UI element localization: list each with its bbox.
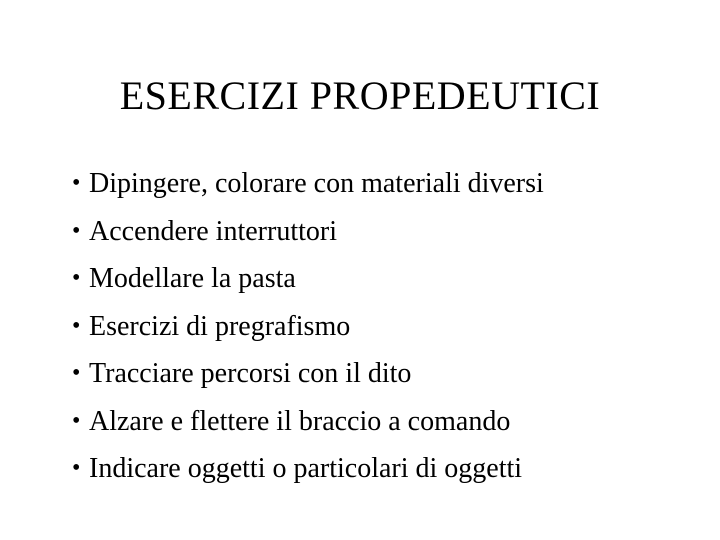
list-item: [72, 208, 544, 256]
list-item-text: Indicare oggetti o particolari di oggetti: [89, 453, 523, 484]
list-item-text: Alzare e flettere il braccio a comando: [89, 405, 511, 437]
list-item: [72, 255, 544, 303]
list-item: [72, 445, 544, 493]
list-item-text: Dipingere, colorare con materiali diversi: [89, 168, 544, 199]
list-item-text: Modellare la pasta: [89, 263, 296, 294]
bullet-icon: •: [72, 407, 81, 434]
bullet-icon: •: [72, 217, 81, 244]
bullet-icon: •: [72, 455, 81, 481]
list-item: [72, 160, 544, 208]
bullet-list: [72, 160, 544, 493]
list-item: [72, 398, 544, 446]
bullet-icon: •: [72, 265, 81, 291]
list-item: [72, 350, 544, 398]
bullet-icon: •: [72, 312, 81, 339]
list-item-text: Tracciare percorsi con il dito: [89, 358, 412, 389]
list-item-text: Accendere interruttori: [89, 215, 337, 247]
bullet-icon: •: [72, 360, 81, 386]
bullet-icon: •: [72, 170, 81, 196]
list-item: [72, 303, 544, 351]
list-item-text: Esercizi di pregrafismo: [89, 310, 351, 342]
slide-title: ESERCIZI PROPEDEUTICI: [119, 73, 601, 118]
